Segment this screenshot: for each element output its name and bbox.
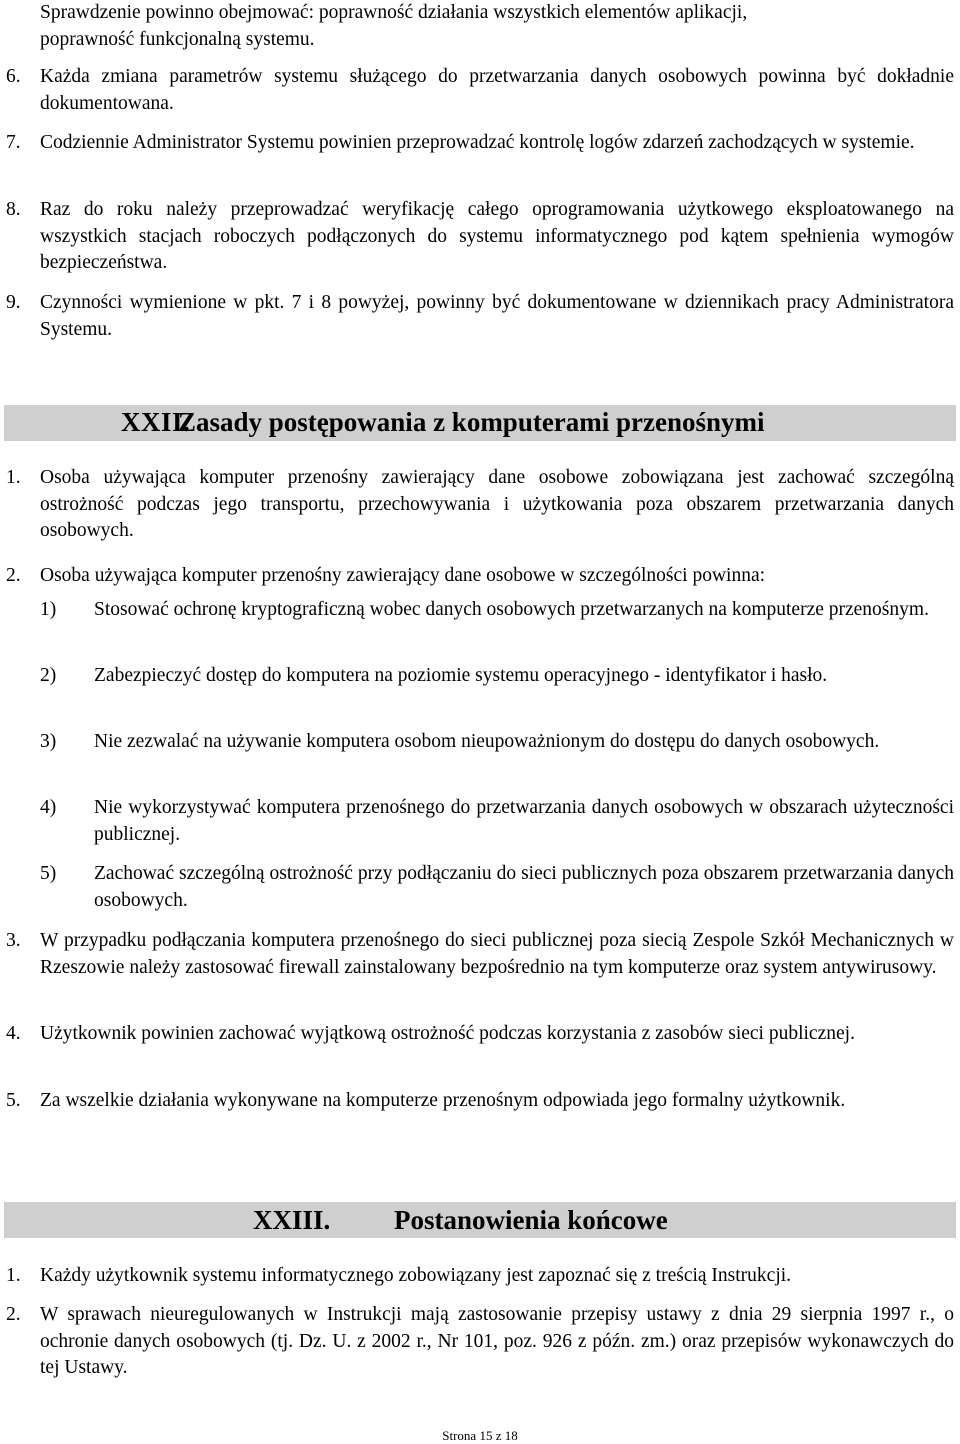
list-item-text: Każdy użytkownik systemu informatycznego zobowiązany jest zapoznać się z treścią Instrukcji. bbox=[40, 1265, 792, 1286]
list-item bbox=[6, 64, 954, 117]
list-item-text: Osoba używająca komputer przenośny zawierający dane osobowe w szczególności powinna: bbox=[40, 565, 766, 586]
list-item bbox=[6, 130, 954, 157]
list-item-number: 2. bbox=[6, 565, 21, 586]
sublist-item bbox=[40, 795, 954, 848]
list-item-text: W sprawach nieuregulowanych w Instrukcji mają zastosowanie przepisy ustawy z dnia 29 sierpnia 1997 r., o ochronie danych osobowych (tj. Dz. U. z 2002 r., Nr 101, poz. 926 z późn. zm.) oraz przepisów wykonawczych do tej Ustawy. bbox=[40, 1304, 954, 1378]
list-item-number: 5. bbox=[6, 1090, 21, 1111]
list-item bbox=[6, 928, 954, 981]
intro-paragraph bbox=[40, 0, 954, 53]
section-number: XXII. bbox=[121, 407, 191, 437]
list-item-number: 7. bbox=[6, 132, 21, 153]
section-heading-xxiii bbox=[4, 1202, 956, 1238]
sublist-item bbox=[40, 597, 954, 624]
list-item-number: 1. bbox=[6, 1265, 21, 1286]
sublist-item-number: 5) bbox=[40, 863, 57, 884]
list-item bbox=[6, 465, 954, 545]
sublist-item-text: Stosować ochronę kryptograficzną wobec danych osobowych przetwarzanych na komputerze przenośnym. bbox=[94, 599, 929, 620]
list-item-number: 9. bbox=[6, 292, 21, 313]
list-item bbox=[6, 563, 954, 590]
list-item-text: W przypadku podłączania komputera przenośnego do sieci publicznej poza siecią Zespole Szkół Mechanicznych w Rzeszowie należy zastosować firewall zainstalowany bezpośrednio na tym komputerze oraz system antywirusowy. bbox=[40, 930, 954, 978]
sublist-item-text: Nie wykorzystywać komputera przenośnego do przetwarzania danych osobowych w obszarach użyteczności publicznej. bbox=[94, 797, 954, 845]
sublist-item-text: Nie zezwalać na używanie komputera osobom nieupoważnionym do dostępu do danych osobowych. bbox=[94, 731, 880, 752]
sublist-item-number: 1) bbox=[40, 599, 57, 620]
sublist-item-text: Zabezpieczyć dostęp do komputera na poziomie systemu operacyjnego - identyfikator i hasło. bbox=[94, 665, 828, 686]
list-item-text: Użytkownik powinien zachować wyjątkową ostrożność podczas korzystania z zasobów sieci publicznej. bbox=[40, 1023, 855, 1044]
intro-line-1: Sprawdzenie powinno obejmować: poprawność działania wszystkich elementów aplikacji, bbox=[40, 2, 748, 23]
list-item bbox=[6, 197, 954, 277]
list-item-text: Raz do roku należy przeprowadzać weryfikację całego oprogramowania użytkowego eksploatowanego na wszystkich stacjach roboczych podłączonych do systemu informatycznego pod kątem spełnienia wymogów bezpieczeństwa. bbox=[40, 199, 954, 273]
sublist-item-number: 2) bbox=[40, 665, 57, 686]
list-item bbox=[6, 1302, 954, 1382]
sublist-item-number: 3) bbox=[40, 731, 57, 752]
section-heading-xxii bbox=[4, 405, 956, 441]
list-item-text: Czynności wymienione w pkt. 7 i 8 powyżej, powinny być dokumentowane w dziennikach pracy Administratora Systemu. bbox=[40, 292, 954, 340]
list-item-number: 3. bbox=[6, 930, 21, 951]
list-item bbox=[6, 1021, 954, 1048]
list-item-text: Za wszelkie działania wykonywane na komputerze przenośnym odpowiada jego formalny użytkownik. bbox=[40, 1090, 846, 1111]
list-item-number: 4. bbox=[6, 1023, 21, 1044]
intro-line-2: poprawność funkcjonalną systemu. bbox=[40, 28, 315, 50]
list-item-number: 8. bbox=[6, 199, 21, 220]
list-item-text: Każda zmiana parametrów systemu służącego do przetwarzania danych osobowych powinna być dokładnie dokumentowana. bbox=[40, 66, 954, 114]
section-title: Postanowienia końcowe bbox=[394, 1205, 668, 1235]
page-footer: Strona 15 z 18 bbox=[442, 1428, 518, 1443]
section-number: XXIII. bbox=[253, 1205, 331, 1235]
list-item bbox=[6, 1263, 954, 1290]
list-item bbox=[6, 1088, 954, 1115]
list-item-number: 6. bbox=[6, 66, 21, 87]
sublist-item-text: Zachować szczególną ostrożność przy podłączaniu do sieci publicznych poza obszarem przetwarzania danych osobowych. bbox=[94, 863, 954, 911]
sublist-item bbox=[40, 663, 954, 690]
sublist-item-number: 4) bbox=[40, 797, 57, 818]
list-item bbox=[6, 290, 954, 343]
list-item-number: 1. bbox=[6, 467, 21, 488]
section-title: Zasady postępowania z komputerami przenośnymi bbox=[178, 407, 765, 437]
sublist-item bbox=[40, 729, 954, 756]
list-item-text: Osoba używająca komputer przenośny zawierający dane osobowe zobowiązana jest zachować szczególną ostrożność podczas jego transportu, przechowywania i użytkowania poza obszarem przetwarzania danych osobowych. bbox=[40, 467, 954, 541]
list-item-number: 2. bbox=[6, 1304, 21, 1325]
sublist-item bbox=[40, 861, 954, 914]
list-item-text: Codziennie Administrator Systemu powinien przeprowadzać kontrolę logów zdarzeń zachodzących w systemie. bbox=[40, 132, 915, 153]
